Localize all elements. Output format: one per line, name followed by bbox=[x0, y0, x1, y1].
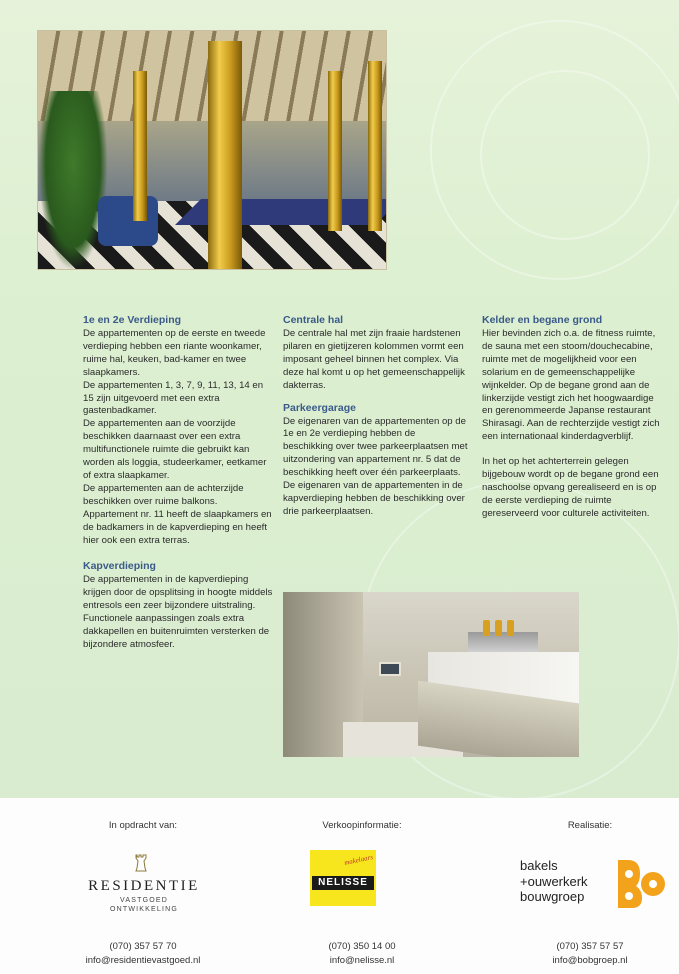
realisation-label: Realisatie: bbox=[567, 820, 613, 831]
logo-subtitle-line: VASTGOED bbox=[120, 897, 168, 904]
phone: (070) 357 57 70 bbox=[109, 941, 177, 952]
sofa bbox=[98, 196, 158, 246]
column-hall-parking bbox=[283, 313, 468, 519]
palm-plant bbox=[38, 91, 108, 270]
kitchen-photo bbox=[283, 592, 579, 757]
logo-subtitle-line: ONTWIKKELING bbox=[109, 906, 179, 913]
paragraph: De eigenaren van de appartementen in de kapverdieping hebben de beschikking over drie parkeerplaatsen. bbox=[283, 480, 465, 517]
email-link[interactable]: info@nelisse.nl bbox=[329, 955, 395, 966]
bouwgroep-logo-text bbox=[520, 858, 588, 905]
gold-pillar bbox=[208, 41, 242, 270]
bottle bbox=[495, 620, 502, 636]
paragraph: Hier bevinden zich o.a. de fitness ruimte, de sauna met een stoom/douchecabine, ruimte met de mogelijkheid voor een solarium en de gemeenschappelijke wijnkelder. Op de begane grond aan de linkerzijde vestigt zich het hoogwaardige en gerenommeerde Japanse restaurant Shirasagi. Aan de rechterzijde vestigt zich een internationaal kinderdagverblijf. bbox=[482, 328, 660, 443]
paragraph: De appartementen in de kapverdieping krijgen door de opsplitsing in hoogte middels entresols een zeer bijzondere uitstraling. Functionele aanpassingen zoals extra dakkapellen en buitenruimten versterken de bijzondere atmosfeer. bbox=[83, 574, 273, 650]
kitchen-window bbox=[379, 662, 401, 676]
heading-central-hall: Centrale hal bbox=[283, 314, 344, 326]
kitchen-hood bbox=[468, 632, 538, 652]
column-basement bbox=[482, 313, 660, 521]
phone: (070) 357 57 57 bbox=[556, 941, 624, 952]
residentie-logo-title: RESIDENTIE bbox=[88, 878, 200, 894]
hall-carpet bbox=[175, 199, 387, 225]
paragraph: De appartementen 1, 3, 7, 9, 11, 13, 14 en 15 zijn uitgevoerd met een extra gastenbadkamer. bbox=[83, 379, 264, 417]
gold-pillar bbox=[368, 61, 382, 231]
gold-pillar bbox=[328, 71, 342, 231]
nelisse-logo-tag: makelaars bbox=[343, 853, 374, 867]
background-ornament bbox=[480, 70, 650, 240]
nelisse-contact bbox=[262, 940, 462, 968]
bottle bbox=[507, 620, 514, 636]
logo-line: bouwgroep bbox=[520, 889, 585, 904]
heading-attic: Kapverdieping bbox=[83, 560, 156, 573]
heading-basement: Kelder en begane grond bbox=[482, 314, 603, 326]
paragraph: De appartementen aan de achterzijde beschikken over ruime balkons. bbox=[83, 482, 244, 507]
email-link[interactable]: info@residentievastgoed.nl bbox=[85, 955, 201, 966]
paragraph: De centrale hal met zijn fraaie hardstenen pilaren en gietijzeren kolommen vormt een imposant geheel binnen het complex. Via deze hal komt u op het gemeenschappelijk dakterras. bbox=[283, 328, 465, 391]
nelisse-logo-name: NELISSE bbox=[312, 876, 374, 890]
logo-line: bakels bbox=[520, 858, 558, 873]
logo-line: +ouwerkerk bbox=[520, 873, 588, 889]
paragraph: De appartementen op de eerste en tweede verdieping hebben een riante woonkamer, ruime hal, keuken, bad-kamer en twee slaapkamers. bbox=[83, 328, 266, 378]
residentie-logo-icon bbox=[134, 853, 148, 873]
paragraph: Appartement nr. 11 heeft de slaapkamers en de badkamers in de kapverdieping en heeft hier ook een extra terras. bbox=[83, 508, 272, 546]
email-link[interactable]: info@bobgroep.nl bbox=[552, 955, 628, 966]
bottle bbox=[483, 620, 490, 636]
residentie-contact bbox=[43, 940, 243, 968]
sales-info-label: Verkoopinformatie: bbox=[322, 820, 402, 831]
gold-pillar bbox=[133, 71, 147, 221]
paragraph: De appartementen aan de voorzijde beschikken daarnaast over een extra multifunctionele ruimte die gebruikt kan worden als loggia, studeerkamer, eetkamer of extra slaapkamer. bbox=[83, 418, 267, 481]
central-hall-illustration bbox=[37, 30, 387, 270]
heading-parking: Parkeergarage bbox=[283, 401, 356, 414]
paragraph: De eigenaren van de appartementen op de 1e en 2e verdieping hebben de beschikking over twee parkeerplaatsen met uitzondering van appartement nr. 5 dat de beschikking heeft over één parkeerplaats. bbox=[283, 415, 468, 479]
paragraph: In het op het achterterrein gelegen bijgebouw wordt op de begane grond een naschoolse opvang gerealiseerd en is op de eerste verdieping de ruimte gereserveerd voor culturele activiteiten. bbox=[482, 456, 659, 519]
column-floors bbox=[83, 313, 273, 652]
heading-floors: 1e en 2e Verdieping bbox=[83, 314, 182, 326]
bo-logo-icon bbox=[616, 858, 666, 910]
commissioned-by-label: In opdracht van: bbox=[108, 820, 178, 831]
residentie-logo-subtitle bbox=[78, 896, 210, 914]
bouwgroep-contact bbox=[490, 940, 679, 968]
phone: (070) 350 14 00 bbox=[328, 941, 396, 952]
